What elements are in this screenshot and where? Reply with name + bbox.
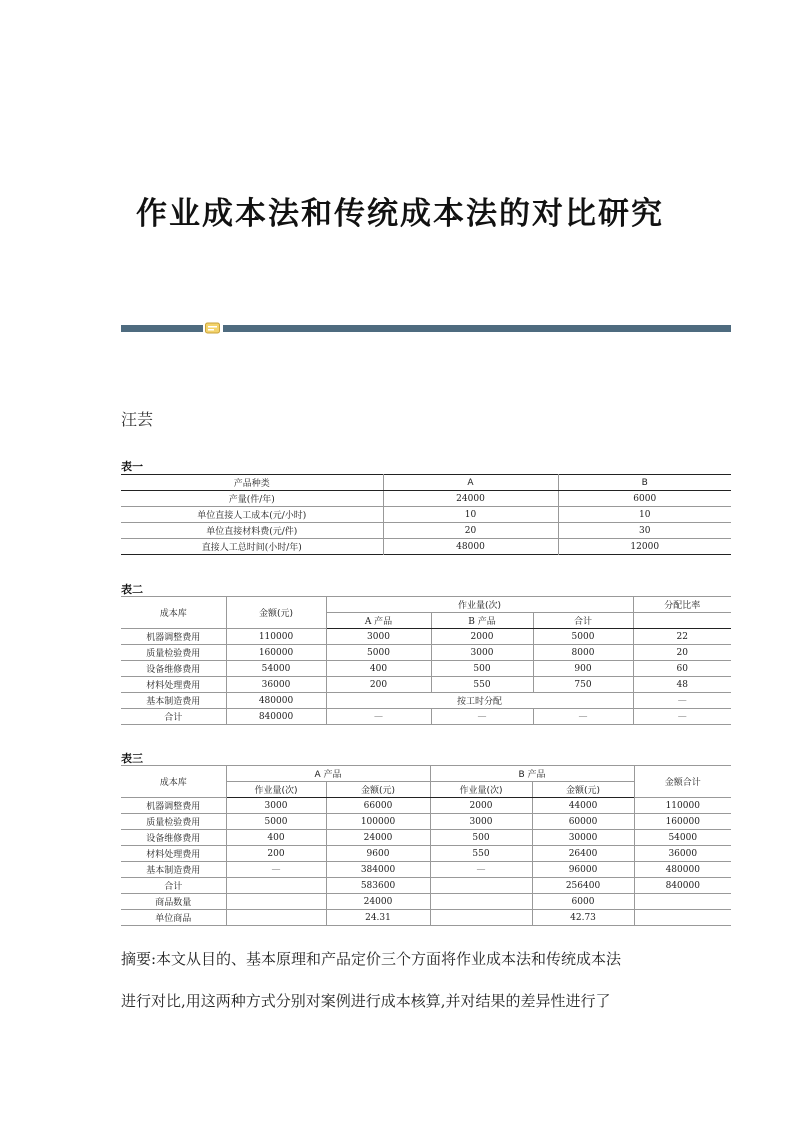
author-name: 汪芸 <box>121 410 154 429</box>
table-row <box>121 830 731 846</box>
table-cell: 160000 <box>226 645 326 661</box>
table-cell: 840000 <box>634 878 731 894</box>
table-cell: 基本制造费用 <box>121 693 226 709</box>
table-row <box>121 878 731 894</box>
table-cell: 550 <box>430 846 532 862</box>
table-cell: 单位直接材料费(元/件) <box>121 523 383 539</box>
table-row-total <box>121 709 731 725</box>
table2-header-amount: 金额(元) <box>226 597 326 629</box>
table-cell: 机器调整费用 <box>121 798 226 814</box>
table2-header-volume: 作业量(次) <box>326 597 633 613</box>
table-cell <box>430 894 532 910</box>
table-cell-dash: — <box>431 709 533 725</box>
table-cell: 质量检验费用 <box>121 814 226 830</box>
table1-header-cell: B <box>558 475 731 491</box>
table-cell <box>634 910 731 926</box>
table-cell: 30 <box>558 523 731 539</box>
table-cell: 20 <box>383 523 558 539</box>
table-cell: 54000 <box>226 661 326 677</box>
table-cell <box>226 894 326 910</box>
table-row <box>121 894 731 910</box>
table-cell-dash: — <box>533 709 633 725</box>
table-cell: 500 <box>431 661 533 677</box>
table-cell: 36000 <box>634 846 731 862</box>
table-cell: 66000 <box>326 798 430 814</box>
table-row <box>121 910 731 926</box>
table-cell: 26400 <box>532 846 634 862</box>
table-cell: 480000 <box>634 862 731 878</box>
table3-header-b: B 产品 <box>430 766 634 782</box>
table-cell: 110000 <box>226 629 326 645</box>
table2-header-ratio: 分配比率 <box>633 597 731 613</box>
table3-subheader-volume: 作业量(次) <box>226 782 326 798</box>
table-cell-dash: — <box>430 862 532 878</box>
table-cell: 200 <box>326 677 431 693</box>
table-cell: 500 <box>430 830 532 846</box>
table-cell: 5000 <box>226 814 326 830</box>
table-cell: 256400 <box>532 878 634 894</box>
table2-label: 表二 <box>121 583 143 596</box>
table-cell <box>430 910 532 926</box>
table-cell: 44000 <box>532 798 634 814</box>
table-cell: 20 <box>633 645 731 661</box>
table-cell: 384000 <box>326 862 430 878</box>
table-cell: 48 <box>633 677 731 693</box>
table-cell: 基本制造费用 <box>121 862 226 878</box>
table-cell: 840000 <box>226 709 326 725</box>
decorative-badge-icon <box>205 322 220 334</box>
table-cell: 3000 <box>326 629 431 645</box>
title-rule-right <box>223 325 731 332</box>
table-cell: 96000 <box>532 862 634 878</box>
table3-header-a: A 产品 <box>226 766 430 782</box>
table-row <box>121 846 731 862</box>
table-cell: 6000 <box>532 894 634 910</box>
table-cell: 5000 <box>533 629 633 645</box>
table-cell: 750 <box>533 677 633 693</box>
abstract-line-2: 进行对比,用这两种方式分别对案例进行成本核算,并对结果的差异性进行了 <box>121 992 611 1010</box>
table-cell: 3000 <box>226 798 326 814</box>
table-cell: 24.31 <box>326 910 430 926</box>
table2-subheader-b: B 产品 <box>431 613 533 629</box>
table-cell: 设备维修费用 <box>121 830 226 846</box>
title-rule-left <box>121 325 203 332</box>
table-row <box>121 491 731 507</box>
table-cell: 商品数量 <box>121 894 226 910</box>
table3-subheader-amount: 金额(元) <box>326 782 430 798</box>
table-cell: 材料处理费用 <box>121 846 226 862</box>
table-cell: 质量检验费用 <box>121 645 226 661</box>
table-cell: 900 <box>533 661 633 677</box>
table-cell: 合计 <box>121 878 226 894</box>
table-cell: 机器调整费用 <box>121 629 226 645</box>
table-cell-dash: — <box>633 693 731 709</box>
table3-subheader-volume: 作业量(次) <box>430 782 532 798</box>
table-cell: 10 <box>383 507 558 523</box>
table-cell: 30000 <box>532 830 634 846</box>
table-3 <box>121 765 731 926</box>
table-row <box>121 539 731 555</box>
table-row <box>121 629 731 645</box>
table-row <box>121 862 731 878</box>
table2-header-pool: 成本库 <box>121 597 226 629</box>
table-2 <box>121 596 731 725</box>
table-cell: 材料处理费用 <box>121 677 226 693</box>
table-cell: 3000 <box>431 645 533 661</box>
table-cell: 200 <box>226 846 326 862</box>
table-row <box>121 693 731 709</box>
table-row <box>121 814 731 830</box>
table-cell: 8000 <box>533 645 633 661</box>
table-cell: 160000 <box>634 814 731 830</box>
table-cell: 42.73 <box>532 910 634 926</box>
table-cell: 110000 <box>634 798 731 814</box>
table2-subheader-total: 合计 <box>533 613 633 629</box>
table-cell: 12000 <box>558 539 731 555</box>
table-cell: 400 <box>326 661 431 677</box>
table-cell: 直接人工总时间(小时/年) <box>201 543 302 553</box>
table-row <box>121 798 731 814</box>
table-cell: 6000 <box>558 491 731 507</box>
table-cell: 24000 <box>383 491 558 507</box>
table-cell: 合计 <box>121 709 226 725</box>
table-cell: 单位直接人工成本(元/小时) <box>121 507 383 523</box>
table-1 <box>121 474 731 555</box>
table-cell: 400 <box>226 830 326 846</box>
table3-header-row <box>121 766 731 782</box>
table-cell: 10 <box>558 507 731 523</box>
table3-subheader-amount: 金额(元) <box>532 782 634 798</box>
table1-label: 表一 <box>121 460 143 473</box>
table-cell: 设备维修费用 <box>121 661 226 677</box>
table3-header-pool: 成本库 <box>121 766 226 798</box>
table-cell: 583600 <box>326 878 430 894</box>
table-cell: 48000 <box>383 539 558 555</box>
table-cell: 5000 <box>326 645 431 661</box>
table-cell-dash: — <box>633 709 731 725</box>
table-cell-dash: — <box>226 862 326 878</box>
table3-label: 表三 <box>121 752 143 765</box>
table2-header-row <box>121 597 731 613</box>
table-cell: 单位商品 <box>121 910 226 926</box>
abstract-line-1: 摘要:本文从目的、基本原理和产品定价三个方面将作业成本法和传统成本法 <box>121 950 622 968</box>
table-cell: 产量(件/年) <box>121 491 383 507</box>
table-row <box>121 661 731 677</box>
table3-header-sum: 金额合计 <box>634 766 731 798</box>
table-cell: 3000 <box>430 814 532 830</box>
table-cell-note: 按工时分配 <box>326 693 633 709</box>
table-cell: 24000 <box>326 830 430 846</box>
document-title: 作业成本法和传统成本法的对比研究 <box>136 196 664 232</box>
table-cell: 9600 <box>326 846 430 862</box>
table2-subheader-empty <box>633 613 731 629</box>
table-cell <box>226 910 326 926</box>
table-cell <box>634 894 731 910</box>
table-cell: 100000 <box>326 814 430 830</box>
table-cell: 2000 <box>431 629 533 645</box>
table-cell: 60 <box>633 661 731 677</box>
table-cell-dash: — <box>326 709 431 725</box>
table-cell <box>226 878 326 894</box>
table1-header-cell: 产品种类 <box>121 475 383 491</box>
table-cell: 54000 <box>634 830 731 846</box>
table-row <box>121 677 731 693</box>
table1-header-cell: A <box>383 475 558 491</box>
table2-subheader-a: A 产品 <box>326 613 431 629</box>
table-row <box>121 645 731 661</box>
table-cell: 2000 <box>430 798 532 814</box>
table-cell: 480000 <box>226 693 326 709</box>
table-cell: 24000 <box>326 894 430 910</box>
table1-header-row <box>121 475 731 491</box>
table-row <box>121 523 731 539</box>
table-cell: 60000 <box>532 814 634 830</box>
table-cell: 550 <box>431 677 533 693</box>
table-cell: 22 <box>633 629 731 645</box>
table-cell: 36000 <box>226 677 326 693</box>
table-cell <box>430 878 532 894</box>
table-row <box>121 507 731 523</box>
